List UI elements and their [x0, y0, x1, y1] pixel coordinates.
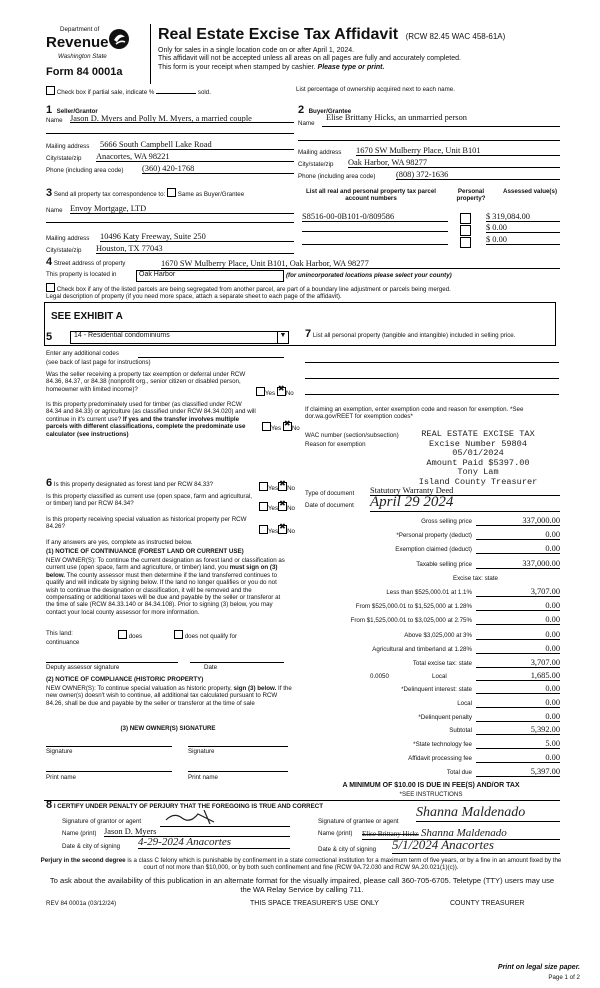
tax-row-value[interactable]: 0.00 [476, 644, 560, 654]
segregated-checkbox[interactable] [46, 283, 55, 292]
print-name-label: Print name [46, 774, 76, 781]
tax-row-value[interactable]: 0.00 [476, 698, 560, 708]
tax-row-label: Total due [446, 768, 472, 776]
buyer-city-field[interactable]: Oak Harbor, WA 98277 [348, 158, 560, 168]
form-number: Form 84 0001a [46, 66, 123, 78]
exemption-no-checkbox[interactable] [277, 387, 286, 396]
seller-name-line-2 [46, 133, 294, 134]
chevron-down-icon[interactable]: ▼ [277, 332, 288, 343]
property-use-value: 14 - Residential condominiums [74, 332, 170, 339]
tax-row-value[interactable]: 0.00 [476, 615, 560, 625]
no-label: No [287, 485, 296, 492]
timber-yes-checkbox[interactable] [262, 422, 271, 431]
yes-label: Yes [265, 390, 276, 397]
buyer-name-field[interactable]: Elise Brittany Hicks, an unmarried person [326, 113, 467, 122]
tax-row [300, 615, 562, 629]
seller-city-label: City/state/zip [46, 155, 82, 162]
treasurer-use-label: THIS SPACE TREASURER'S USE ONLY [250, 900, 379, 907]
signature-label: Signature [188, 748, 215, 755]
assessed-value-field[interactable]: $ 319,084.00 [486, 212, 560, 222]
legal-size-note: Print on legal size paper. [497, 964, 580, 971]
seller-name-label: Name [46, 117, 63, 124]
doc-date-label: Date of document [305, 502, 354, 509]
segregated-label: Check box if any of the listed parcels are being segregated from another parcel, are part of a boundary line adjustment or parcels being merged. [56, 286, 451, 293]
doc-type-field[interactable]: Statutory Warranty Deed [370, 486, 560, 496]
tax-row-label: Taxable selling price [416, 560, 472, 568]
forest-yes-no [259, 482, 295, 492]
section-6-number: 6 [46, 477, 53, 489]
buyer-mailing-field[interactable]: 1670 SW Mulberry Place, Unit B101 [356, 146, 560, 156]
exemption-yes-checkbox[interactable] [256, 387, 265, 396]
buyer-name-label: Name [298, 120, 315, 127]
additional-codes-label: Enter any additional codes [46, 350, 119, 357]
tax-row-value[interactable]: 337,000.00 [476, 559, 560, 569]
tax-row-label: Gross selling price [421, 518, 472, 525]
wac-number-label: WAC number (section/subsection) [305, 432, 399, 439]
section-8-divider [44, 800, 560, 801]
tax-row [300, 516, 562, 530]
tax-row [300, 725, 562, 739]
additional-codes-field[interactable] [138, 351, 284, 358]
grantee-name-label: Name (print) [318, 830, 353, 837]
new-owner-signature-heading: (3) NEW OWNER(S) SIGNATURE [120, 725, 216, 732]
exemption-yes-no [256, 387, 294, 397]
tax-row-label: Less than $525,000.01 at 1.1% [386, 589, 472, 596]
dept-label: Department of [60, 26, 100, 33]
timber-no-checkbox[interactable] [283, 422, 292, 431]
perjury-bold: Perjury in the second degree [40, 857, 126, 864]
section-2-number: 2 [298, 104, 305, 116]
tax-row [300, 739, 562, 753]
stamp-line: Island County Treasurer [418, 476, 538, 487]
no-label: No [287, 505, 296, 512]
grantee-date-field[interactable]: 5/1/2024 Anacortes [392, 837, 560, 854]
tax-row-label: From $525,000.01 to $1,525,000 at 1.28% [355, 603, 472, 611]
grantee-name-typed: Elise Brittany Hicks [362, 830, 419, 838]
deputy-signature-line[interactable] [46, 662, 178, 663]
no-label: No [285, 390, 294, 397]
deputy-date-line[interactable] [190, 662, 284, 663]
personal-property-col-header: Personal property? [456, 188, 486, 203]
tax-row-label: *Delinquent interest: state [401, 686, 472, 693]
tax-row-label: Local [457, 699, 472, 707]
tax-row-value[interactable]: 0.00 [476, 530, 560, 540]
alt-format-note: To ask about the availability of this publication in an alternate format for the visually impaired, please call 360-705-6705. Teletype (TTY) users may use the WA Relay Service by calling 711. [49, 876, 555, 894]
perjury-text: is a class C felony which is punishable by confinement in a state correctional institution for a maximum term of five years, or by a fine in an amount fixed by the court of not more than $10,000, or by both such confinement and fine (RCW 9A.72.030 and RCW 9A.20.021(1)(c)). [127, 857, 562, 872]
street-address-field[interactable]: 1670 SW Mulberry Place, Unit B101, Oak Harbor, WA 98277 [161, 259, 560, 269]
correspondence-name-label: Name [46, 207, 63, 214]
revision-label: REV 84 0001a (03/12/24) [46, 900, 117, 907]
doc-type-label: Type of document [305, 490, 355, 497]
tax-row [300, 767, 562, 781]
historic-no-checkbox[interactable] [278, 525, 287, 534]
property-use-select[interactable] [70, 331, 289, 344]
seller-phone-label: Phone (including area code) [46, 167, 124, 174]
continuance-text-c: The county assessor must then determine if the land transferred continues to qualify and will indicate by signing below. If the land no longer qualifies or you do not wish to continue the designation or classification, it will be removed and the compensating or additional taxes will be due and payable by the seller or transferor at the time of sale (RCW 84.33.140 or 84.34.108). Prior to signing (3) below, you may contact your local county assessor for more information. [46, 571, 281, 616]
tax-row [300, 573, 562, 587]
tax-row-label: From $1,525,000.01 to $3,025,000 at 2.75% [350, 617, 472, 625]
tax-row-label: *State technology fee [413, 741, 472, 749]
timber-yes-no [262, 422, 300, 432]
buyer-phone-label: Phone (including area code) [298, 173, 376, 180]
compliance-text-b: sign (3) below. [233, 685, 277, 692]
assessed-value-col-header: Assessed value(s) [503, 188, 557, 195]
seller-phone-field[interactable]: (360) 420-1768 [142, 164, 294, 174]
page-number: Page 1 of 2 [548, 974, 580, 981]
seller-city-field[interactable]: Anacortes, WA 98221 [96, 152, 294, 162]
does-not-checkbox[interactable] [174, 630, 183, 639]
grantee-name-handwritten: Shanna Maldenado [420, 827, 507, 839]
forest-no-checkbox[interactable] [278, 482, 287, 491]
tax-row [300, 601, 562, 615]
continuance-heading: (1) NOTICE OF CONTINUANCE (FOREST LAND OR CURRENT USE) [46, 548, 244, 555]
stamp-line: Amount Paid $5397.00 [426, 457, 530, 468]
signature-label: Signature [46, 748, 73, 755]
personal-property-line-3[interactable] [305, 394, 559, 395]
continuance-text-b: must sign on (3) below. [46, 564, 278, 579]
header-line-1: Only for sales in a single location code on or after April 1, 2024. [158, 47, 355, 54]
seller-heading: Seller/Grantor [56, 108, 98, 115]
same-as-buyer-label: Same as Buyer/Grantee [177, 191, 245, 198]
historic-yes-checkbox[interactable] [259, 525, 268, 534]
tax-row-label: *Delinquent penalty [418, 713, 472, 721]
revenue-logo-icon [108, 28, 130, 50]
section-5-number: 5 [46, 331, 53, 343]
tax-row-label: Above $3,025,000 at 3% [404, 631, 472, 639]
parcel-col-header: List all real and personal property tax parcel account numbers [306, 188, 436, 203]
seller-mailing-field[interactable]: 5666 South Campbell Lake Road [100, 140, 294, 150]
this-land-label: This land: [46, 630, 73, 637]
tax-row-value[interactable]: 0.00 [476, 601, 560, 611]
grantee-date-label: Date & city of signing [318, 846, 377, 853]
tax-row-value[interactable]: 0.00 [476, 630, 560, 640]
located-in-label: This property is located in [46, 271, 117, 278]
tax-row-label: Total excise tax: state [412, 660, 472, 667]
current-use-no-checkbox[interactable] [278, 502, 287, 511]
tax-row [300, 587, 562, 601]
located-note: (for unincorporated locations please select your county) [286, 272, 452, 279]
doc-date-field[interactable]: April 29 2024 [370, 494, 560, 512]
partial-sale-label: Check box if partial sale, indicate % [56, 89, 155, 96]
assessed-value-field[interactable]: $ 0.00 [486, 235, 560, 245]
reason-exemption-label: Reason for exemption [305, 441, 366, 448]
page-title: Real Estate Excise Tax Affidavit [158, 26, 399, 43]
tax-row-value[interactable]: 0.00 [476, 684, 560, 694]
legal-description-text: SEE EXHIBIT A [51, 311, 123, 322]
tax-row-value[interactable]: 0.00 [476, 753, 560, 763]
no-label: No [291, 425, 300, 432]
rcw-reference: (RCW 82.45 WAC 458-61A) [405, 32, 506, 41]
grantor-signature-field[interactable] [160, 814, 290, 827]
local-tax-value[interactable]: 1,685.00 [476, 671, 560, 681]
partial-sale-percent-field[interactable] [156, 93, 196, 94]
no-label: No [287, 528, 296, 535]
grantor-name-field[interactable]: Jason D. Myers [104, 827, 290, 837]
deputy-signature-label: Deputy assessor signature [46, 664, 120, 671]
stamp-line: Tony Lam [457, 467, 499, 478]
tax-row [300, 698, 562, 712]
historic-yes-no [259, 525, 295, 535]
grantor-date-field[interactable]: 4-29-2024 Anacortes [138, 836, 290, 849]
dor-logo [44, 26, 144, 84]
tax-row-label: Excise tax: state [452, 574, 498, 582]
exemption-claim-label: If claiming an exemption, enter exemption code and reason for exemption. *See dor.wa.gov/REET for exemption codes* [305, 406, 524, 421]
buyer-phone-field[interactable]: (808) 372-1636 [396, 170, 560, 180]
buyer-city-label: City/state/zip [298, 161, 334, 168]
current-use-yes-no [259, 502, 295, 512]
assessed-value-field[interactable]: $ 0.00 [486, 223, 560, 233]
buyer-heading: Buyer/Grantee [308, 108, 352, 115]
certify-heading: I CERTIFY UNDER PENALTY OF PERJURY THAT THE FOREGOING IS TRUE AND CORRECT [53, 803, 324, 810]
tax-row-label: *Personal property (deduct) [396, 532, 472, 540]
does-checkbox[interactable] [118, 630, 127, 639]
tax-row-value[interactable]: 3,707.00 [476, 587, 560, 597]
grantor-name-label: Name (print) [62, 830, 97, 837]
tax-row-label: Agricultural and timberland at 1.28% [372, 645, 472, 653]
timber-question: Is this property predominately used for timber (as classified under RCW 84.34 and 84.33) or agriculture (as classified under RCW 84.34.020) and will continue in it's current use? [46, 401, 256, 423]
correspondence-heading: Send all property tax correspondence to: [53, 191, 166, 198]
same-as-buyer-checkbox[interactable] [167, 188, 176, 197]
minimum-fee-note: A MINIMUM OF $10.00 IS DUE IN FEE(S) AND/OR TAX [342, 782, 520, 789]
tax-row-label: Exemption claimed (deduct) [395, 546, 472, 554]
tax-row-value[interactable]: 3,707.00 [476, 658, 560, 668]
stamp-line: Excise Number 59804 [429, 438, 527, 449]
current-use-question: Is this property classified as current use (open space, farm and agricultural, or timber) land per RCW 84.34? [46, 493, 253, 508]
seller-mailing-label: Mailing address [46, 143, 90, 150]
compliance-text-a: NEW OWNER(S): To continue special valuation as historic property, [46, 685, 232, 692]
timber-question-note: If yes and the transfer involves multiple parcels with different classifications, complete the predominate use calculator (see instructions) [46, 415, 246, 438]
compliance-heading: (2) NOTICE OF COMPLIANCE (HISTORIC PROPERTY) [46, 676, 204, 683]
see-instructions: *SEE INSTRUCTIONS [399, 791, 463, 798]
tax-row [300, 630, 562, 644]
section-7-number: 7 [305, 328, 312, 340]
owner-print-line-1[interactable] [46, 771, 172, 772]
does-not-label: does not qualify for [184, 633, 238, 640]
forest-land-question: Is this property designated as forest land per RCW 84.33? [53, 481, 214, 488]
tax-row [300, 544, 562, 558]
buyer-name-line [322, 126, 560, 127]
seller-name-field[interactable]: Jason D. Myers and Polly M. Myers, a married couple [70, 115, 294, 123]
exemption-question: Was the seller receiving a property tax exemption or deferral under RCW 84.36, 84.37, or 84.38 (nonprofit org., senior citizen or disabled person, homeowner with limited income)? [46, 371, 246, 393]
tax-row [300, 559, 562, 573]
tax-row-value[interactable]: 5,392.00 [476, 725, 560, 735]
header-line-2: This affidavit will not be accepted unless all areas on all pages are fully and accurately completed. [158, 55, 461, 63]
tax-row-value[interactable]: 5,397.00 [476, 767, 560, 777]
correspondence-city-label: City/state/zip [46, 247, 82, 254]
yes-label: Yes [268, 505, 279, 512]
grantor-signature-image [164, 808, 234, 826]
local-label: Local [432, 673, 447, 680]
grantee-signature-label: Signature of grantee or agent [318, 818, 399, 825]
personal-property-list-label: List all personal property (tangible and intangible) included in selling price. [312, 332, 516, 339]
section-8-number: 8 [46, 799, 53, 811]
correspondence-mailing-label: Mailing address [46, 235, 90, 242]
header-line-3: This form is your receipt when stamped by cashier. [158, 63, 316, 71]
sold-label: sold. [197, 89, 211, 96]
owner-signature-line-1[interactable] [46, 746, 172, 747]
parcel-number-field[interactable] [302, 244, 448, 245]
grantor-signature-label: Signature of grantor or agent [62, 818, 142, 825]
tax-row-value[interactable]: 5.00 [476, 739, 560, 749]
buyer-mailing-label: Mailing address [298, 149, 342, 156]
historic-question: Is this property receiving special valuation as historical property per RCW 84.26? [46, 516, 247, 531]
correspondence-mailing-field[interactable]: 10496 Katy Freeway, Suite 250 [100, 232, 294, 242]
treasurer-stamp [396, 430, 560, 488]
ownership-note: List percentage of ownership acquired next to each name. [296, 86, 455, 93]
forest-yes-checkbox[interactable] [259, 482, 268, 491]
continuance-label: continuance [46, 639, 80, 646]
additional-codes-note: (see back of last page for instructions) [46, 359, 151, 366]
section-3-number: 3 [46, 187, 53, 199]
state-label: Washington State [58, 53, 107, 60]
tax-row-label: Subtotal [449, 727, 472, 735]
yes-label: Yes [268, 528, 279, 535]
print-name-label: Print name [188, 774, 218, 781]
tax-row-value[interactable]: 337,000.00 [476, 516, 560, 526]
header-divider [150, 24, 151, 84]
section-1-number: 1 [46, 104, 53, 116]
tax-row [300, 684, 562, 698]
revenue-wordmark: Revenue [46, 34, 109, 51]
partial-sale-checkbox[interactable] [46, 86, 55, 95]
tax-row [300, 753, 562, 767]
street-address-label: Street address of property [53, 260, 126, 267]
grantee-signature-field[interactable]: Shanna Maldenado [416, 805, 560, 822]
personal-property-line-1[interactable] [305, 362, 559, 363]
tax-row [300, 644, 562, 658]
tax-row [300, 530, 562, 544]
county-treasurer-label: COUNTY TREASURER [450, 900, 525, 907]
yes-label: Yes [268, 485, 279, 492]
tax-row [300, 712, 562, 726]
owner-signature-line-2[interactable] [188, 746, 288, 747]
stamp-line: 05/01/2024 [452, 448, 504, 459]
yes-instruction: If any answers are yes, complete as instructed below. [46, 539, 193, 546]
compliance-text-c: If the new owner(s) doesn't wish to continue, all additional tax calculated pursuant to RCW 84.26, shall be due and payable by the seller or transferor at the time of sale [46, 685, 292, 707]
grantor-date-label: Date & city of signing [62, 843, 121, 850]
tax-row-value[interactable]: 0.00 [476, 544, 560, 554]
section-4-number: 4 [46, 256, 53, 268]
personal-property-checkbox[interactable] [460, 237, 471, 248]
header-line-3b: Please type or print. [317, 63, 385, 71]
owner-print-line-2[interactable] [188, 771, 288, 772]
buyer-name-line-2 [298, 140, 560, 141]
tax-row-value[interactable]: 0.00 [476, 712, 560, 722]
current-use-yes-checkbox[interactable] [259, 502, 268, 511]
local-rate: 0.0050 [370, 673, 389, 680]
personal-property-line-2[interactable] [305, 378, 559, 379]
yes-label: Yes [271, 425, 282, 432]
stamp-line: REAL ESTATE EXCISE TAX [421, 429, 535, 439]
deputy-date-label: Date [204, 664, 218, 671]
correspondence-city-field[interactable]: Houston, TX 77043 [96, 244, 294, 254]
location-code-select[interactable]: Oak Harbor [136, 270, 284, 282]
tax-row-label: Affidavit processing fee [408, 755, 472, 762]
continuance-text-a: NEW OWNER(S): To continue the current designation as forest land or classification as current use (open space, farm and agriculture, or timber) land, you [46, 557, 285, 572]
parcel-number-field[interactable]: S8516-00-0B101-0/809586 [302, 212, 448, 222]
parcel-number-field[interactable] [302, 231, 448, 232]
does-label: does [128, 633, 143, 640]
legal-description-label: Legal description of property (if you need more space, attach a separate sheet to each page of the affidavit). [46, 293, 342, 300]
correspondence-name-line-2 [46, 222, 294, 223]
correspondence-name-field[interactable]: Envoy Mortgage, LTD [70, 204, 294, 214]
